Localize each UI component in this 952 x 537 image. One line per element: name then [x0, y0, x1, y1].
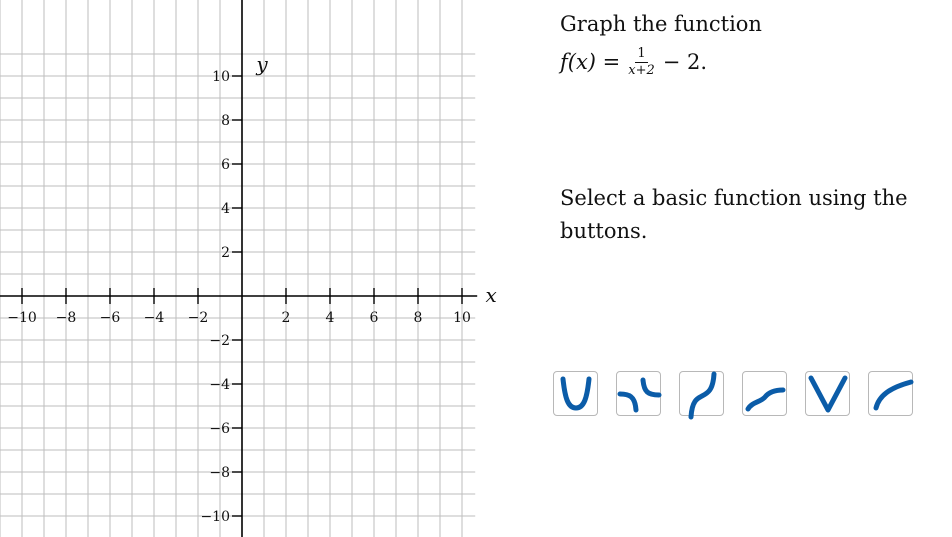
function-lhs: f(x) =: [560, 49, 621, 74]
x-axis-label: x: [485, 283, 497, 307]
y-tick-label: 4: [221, 201, 230, 217]
y-tick-label: −4: [209, 377, 230, 393]
absolute-square-icon: [554, 372, 599, 417]
x-tick-label: 8: [413, 310, 423, 326]
fraction-denominator: x+2: [628, 62, 655, 78]
x-tick-label: −4: [143, 310, 165, 326]
absolute-value-button[interactable]: [805, 371, 850, 416]
prompt-text: Graph the function: [560, 12, 762, 36]
y-tick-label: −2: [209, 333, 230, 349]
y-tick-label: −8: [209, 465, 230, 481]
x-tick-label: 4: [325, 310, 335, 326]
function-fraction: [626, 47, 657, 77]
x-tick-label: −2: [187, 310, 209, 326]
fraction-numerator: 1: [637, 46, 646, 61]
square-root-icon: [869, 372, 914, 417]
cubic-icon: [743, 372, 788, 417]
x-tick-label: 2: [281, 310, 291, 326]
absolute-value-icon: [806, 372, 851, 417]
y-tick-label: 10: [212, 69, 230, 85]
x-tick-label: −6: [99, 310, 121, 326]
reciprocal-button[interactable]: [616, 371, 661, 416]
cube-root-icon: [680, 372, 725, 417]
x-tick-label: 10: [453, 310, 471, 326]
function-formula: [560, 47, 945, 77]
y-tick-label: 8: [221, 113, 230, 129]
cube-root-button[interactable]: [679, 371, 724, 416]
y-tick-label: 6: [221, 157, 230, 173]
basic-function-buttons: [553, 371, 931, 416]
square-root-button[interactable]: [868, 371, 913, 416]
y-axis-label: y: [256, 52, 268, 76]
x-tick-label: −8: [55, 310, 77, 326]
y-tick-label: −6: [209, 421, 230, 437]
x-tick-label: −10: [7, 310, 37, 326]
absolute-square-button[interactable]: [553, 371, 598, 416]
cubic-button[interactable]: [742, 371, 787, 416]
y-tick-label: 2: [221, 245, 230, 261]
function-tail: − 2.: [662, 49, 708, 74]
reciprocal-icon: [617, 372, 662, 417]
x-tick-label: 6: [369, 310, 379, 326]
y-tick-label: −10: [200, 509, 230, 525]
instructions: [560, 14, 945, 77]
select-instruction: Select a basic function using the buttons.: [560, 186, 908, 243]
